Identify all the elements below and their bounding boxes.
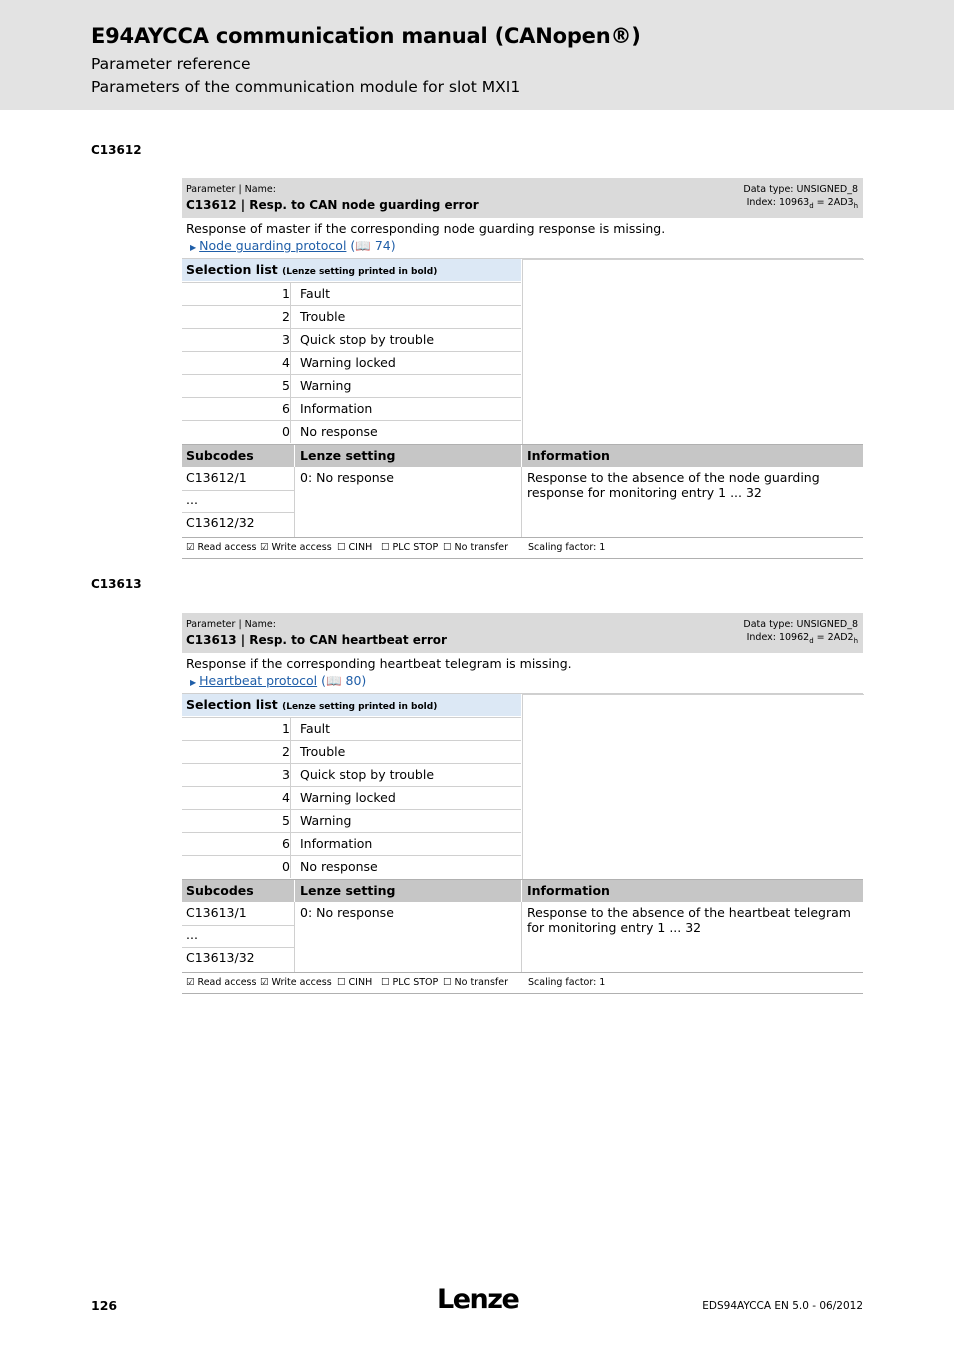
selection-label: Quick stop by trouble [300,767,435,782]
selection-value: 0 [182,856,291,878]
selection-value: 6 [182,833,291,855]
selection-label: Trouble [300,309,346,324]
cross-reference-link[interactable] [190,673,366,689]
selection-label: Warning [300,378,352,393]
index-decimal-suffix: d [809,201,814,210]
selection-label: Warning locked [300,355,396,370]
selection-list-note: (Lenze setting printed in bold) [282,267,438,277]
subcodes-body [182,902,863,973]
header-banner [0,0,954,110]
subcodes-body [182,467,863,538]
index-hex-value: = 2AD2 [813,632,854,643]
no-transfer-flag: ☐ No transfer [443,977,508,988]
selection-value: 2 [182,741,291,763]
subcodes-header [182,444,863,467]
subcodes-column-header: Subcodes [186,448,254,463]
write-access-flag: ☑ Write access [260,977,332,988]
selection-label: Quick stop by trouble [300,332,435,347]
subcode-first: C13612/1 [186,470,247,485]
selection-row [182,328,521,351]
selection-list-header [182,694,521,716]
selection-list-note: (Lenze setting printed in bold) [282,702,438,712]
triangle-right-icon: ▶ [190,678,197,687]
data-type: Data type: UNSIGNED_8 [743,619,858,630]
selection-row [182,282,521,305]
selection-row [182,786,521,809]
no-transfer-flag: ☐ No transfer [443,542,508,553]
link-text[interactable]: Heartbeat protocol [199,673,318,688]
selection-label: Warning [300,813,352,828]
triangle-right-icon: ▶ [190,243,197,252]
selection-list-empty-area [522,694,864,880]
selection-list-title: Selection list [186,262,278,277]
link-text[interactable]: Node guarding protocol [199,238,347,253]
parameter-index [747,197,858,210]
selection-list [182,259,863,444]
index-decimal-suffix: d [809,636,814,645]
lenze-setting-column-header: Lenze setting [300,448,396,463]
read-access-flag: ☑ Read access [186,977,257,988]
document-id: EDS94AYCCA EN 5.0 - 06/2012 [702,1300,863,1312]
selection-label: Fault [300,286,330,301]
parameter-name: C13612 | Resp. to CAN node guarding error [186,198,479,212]
selection-value: 4 [182,352,291,374]
subcodes-column [182,902,295,972]
selection-row [182,397,521,420]
selection-row [182,420,521,443]
selection-value: 5 [182,810,291,832]
index-hex-suffix: h [853,636,858,645]
selection-row [182,832,521,855]
cinh-flag: ☐ CINH [337,542,373,553]
parameter-name: C13613 | Resp. to CAN heartbeat error [186,633,447,647]
selection-value: 1 [182,718,291,740]
selection-value: 6 [182,398,291,420]
information-column-header: Information [527,883,610,898]
parameter-code-heading: C13613 [91,577,142,591]
page-reference[interactable]: (📖 80) [321,673,367,688]
cross-reference-link[interactable] [190,238,396,254]
information-text: Response to the absence of the heartbeat telegram for monitoring entry 1 ... 32 [527,905,851,935]
index-value: Index: 10962 [746,632,810,643]
lenze-logo: Lenze [437,1284,519,1315]
selection-list-title: Selection list [186,697,278,712]
selection-row [182,374,521,397]
selection-value: 3 [182,764,291,786]
selection-label: Trouble [300,744,346,759]
selection-value: 5 [182,375,291,397]
description-text: Response of master if the corresponding node guarding response is missing. [186,221,666,236]
subcode-first: C13613/1 [186,905,247,920]
lenze-setting-value: 0: No response [300,470,394,485]
selection-list-empty-area [522,259,864,445]
parameter-name-label: Parameter | Name: [186,184,276,195]
parameter-index [747,632,858,645]
access-attributes [182,973,863,994]
index-hex-suffix: h [853,201,858,210]
section-title: Parameters of the communication module for slot MXI1 [91,78,521,96]
selection-label: Information [300,836,373,851]
write-access-flag: ☑ Write access [260,542,332,553]
selection-row [182,855,521,878]
subcodes-column [182,467,295,537]
parameter-table [182,178,863,559]
parameter-name-label: Parameter | Name: [186,619,276,630]
description-text: Response if the corresponding heartbeat telegram is missing. [186,656,572,671]
selection-row [182,809,521,832]
selection-list [182,694,863,879]
selection-row [182,351,521,374]
index-hex-value: = 2AD3 [813,197,854,208]
selection-list-header [182,259,521,281]
selection-row [182,717,521,740]
read-access-flag: ☑ Read access [186,542,257,553]
manual-title: E94AYCCA communication manual (CANopen®) [91,24,641,48]
scaling-factor: Scaling factor: 1 [528,977,606,988]
scaling-factor: Scaling factor: 1 [528,542,606,553]
plc-stop-flag: ☐ PLC STOP [381,542,439,553]
selection-value: 3 [182,329,291,351]
selection-label: No response [300,424,378,439]
subcodes-column-header: Subcodes [186,883,254,898]
page-number: 126 [91,1298,118,1313]
selection-label: Fault [300,721,330,736]
information-column-header: Information [527,448,610,463]
lenze-setting-column-header: Lenze setting [300,883,396,898]
lenze-setting-value: 0: No response [300,905,394,920]
access-attributes [182,538,863,559]
chapter-title: Parameter reference [91,55,251,73]
data-type: Data type: UNSIGNED_8 [743,184,858,195]
selection-label: Warning locked [300,790,396,805]
page-reference[interactable]: (📖 74) [350,238,396,253]
selection-row [182,305,521,328]
cinh-flag: ☐ CINH [337,977,373,988]
index-value: Index: 10963 [746,197,810,208]
parameter-description [182,653,863,694]
subcode-ellipsis: ... [186,927,198,942]
plc-stop-flag: ☐ PLC STOP [381,977,439,988]
selection-value: 4 [182,787,291,809]
subcode-ellipsis: ... [186,492,198,507]
information-text: Response to the absence of the node guarding response for monitoring entry 1 ... 32 [527,470,820,500]
selection-value: 0 [182,421,291,443]
parameter-table [182,613,863,994]
selection-value: 1 [182,283,291,305]
parameter-description [182,218,863,259]
subcode-last: C13613/32 [186,950,255,965]
parameter-header [182,613,863,653]
selection-label: No response [300,859,378,874]
subcodes-header [182,879,863,902]
parameter-code-heading: C13612 [91,143,142,157]
selection-label: Information [300,401,373,416]
parameter-header [182,178,863,218]
subcode-last: C13612/32 [186,515,255,530]
selection-row [182,740,521,763]
selection-row [182,763,521,786]
selection-value: 2 [182,306,291,328]
